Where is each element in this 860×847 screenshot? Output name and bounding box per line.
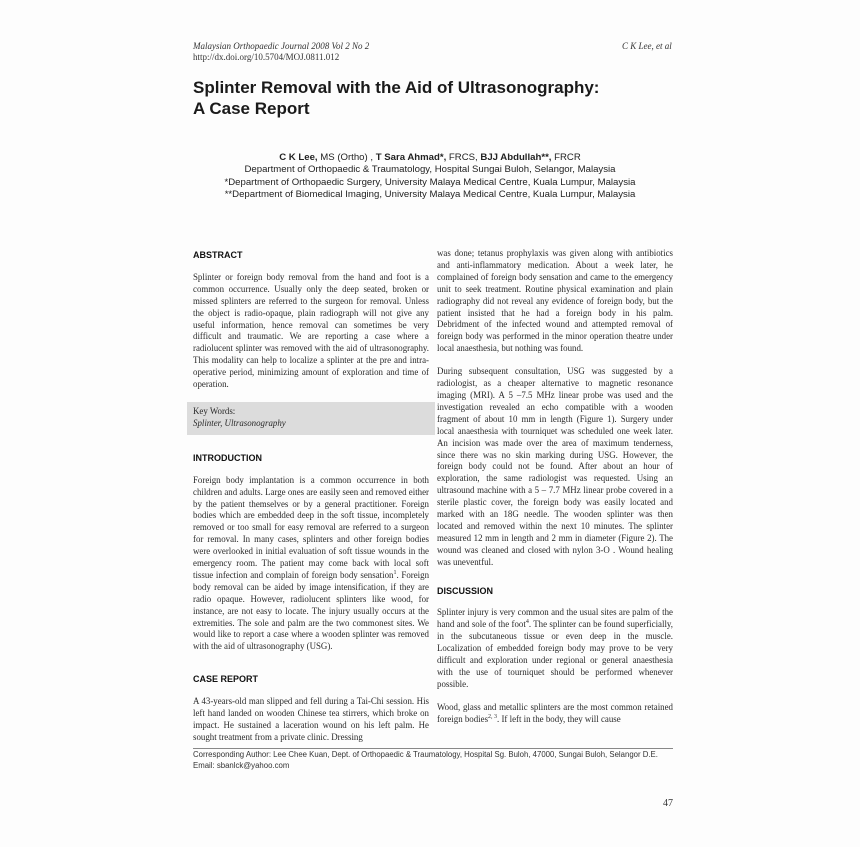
affiliation-2: *Department of Orthopaedic Surgery, University Malaya Medical Centre, Kuala Lumpur, Malaysia [224, 176, 636, 188]
journal-header: Malaysian Orthopaedic Journal 2008 Vol 2 No 2 [193, 41, 370, 51]
author-1-name: C K Lee, [279, 152, 318, 163]
case-report-continued: was done; tetanus prophylaxis was given along with antibiotics and anti-inflammatory medication. About a week later, he complained of foreign body sensation and came to the emergency unit to seek treatment. Routine physical examination and plain radiography did not reveal any evidence of foreign body, but the patient insisted that he had a foreign body in his palm. Debridment of the infected wound and attempted removal of foreign body was performed in the minor operation theatre under local anaesthesia, but nothing was found. [437, 248, 673, 354]
author-2-name: T Sara Ahmad*, [375, 152, 447, 163]
keywords-box [187, 402, 435, 435]
introduction-text [193, 475, 429, 654]
affiliation-1: Department of Orthopaedic & Traumatology, Hospital Sungai Buloh, Selangor, Malaysia [244, 164, 616, 176]
doi-header[interactable]: http://dx.doi.org/10.5704/MOJ.0811.012 [193, 52, 340, 62]
running-author-header: C K Lee, et al [622, 41, 672, 51]
introduction-text-a: Foreign body implantation is a common occurrence in both children and adults. Large ones are easily seen and removed either by the patient themselves or by a general practitioner. Foreign bodies which are embedded deep in the soft tissue, incompletely removed or too small for easy removal are referred to a surgeon for removal. In many cases, splinters and other foreign bodies were overlooked in initial evaluation of soft tissue wounds in the emergency room. The patient may come back with local soft tissue infection and complain of foreign body sensation [193, 474, 429, 580]
discussion-text-2b: . If left in the body, they will cause [497, 713, 621, 724]
footer-email[interactable]: Email: sbanlck@yahoo.com [193, 760, 290, 770]
discussion-text-2a: Wood, glass and metallic splinters are the most common retained foreign bodies [437, 701, 673, 724]
discussion-heading: DISCUSSION [437, 585, 494, 596]
citation-4: 4 [525, 619, 529, 626]
author-3-name: BJJ Abdullah**, [480, 152, 552, 163]
introduction-text-b: . Foreign body removal can be aided by image intensification, if they are radio opaque. However, radiolucent splinters like wood, for instance, are not easy to locate. The injury usually occurs at the extremities. The sole and palm are the two commonest sites. We would like to report a case where a wooden splinter was removed with the aid of ultrasonography (USG). [193, 569, 430, 652]
case-report-text: A 43-years-old man slipped and fell during a Tai-Chi session. His left hand landed on wooden Chinese tea stirrers, which broke on impact. He sustained a laceration wound on his left palm. He sought treatment from a private clinic. Dressing [193, 696, 429, 742]
introduction-heading: INTRODUCTION [193, 452, 262, 463]
keywords-text: Splinter, Ultrasonography [193, 417, 286, 428]
author-1-degree: MS (Ortho) , [317, 152, 376, 163]
abstract-heading: ABSTRACT [193, 250, 243, 260]
discussion-text-2 [437, 702, 673, 726]
abstract-text: Splinter or foreign body removal from the hand and foot is a common occurrence. Usually only the deep seated, broken or missed splinters are referred to the surgeon for removal. Unless the object is radio-opaque, plain radiograph will not give any useful information, hence removal can sometimes be very difficult and traumatic. We are reporting a case where a radiolucent splinter was removed with the aid of ultrasonography. This modality can help to localize a splinter at the pre and intra-operative period, minimizing amount of exploration and time of operation. [193, 271, 429, 390]
citation-1: 1 [393, 569, 397, 576]
author-block [190, 152, 670, 201]
affiliation-3: **Department of Biomedical Imaging, University Malaya Medical Centre, Kuala Lumpur, Malaysia [224, 188, 636, 200]
left-column [193, 250, 429, 755]
corresponding-author-footer [193, 750, 683, 771]
citation-2-3: 2, 3 [488, 713, 498, 720]
footer-divider [193, 748, 673, 749]
keywords-label: Key Words: [193, 405, 236, 416]
discussion-text-1a: Splinter injury is very common and the usual sites are palm of the hand and sole of the foot [437, 607, 673, 630]
title-line-2: A Case Report [193, 99, 310, 118]
title-line-1: Splinter Removal with the Aid of Ultrasonography: [193, 78, 600, 97]
page-number: 47 [663, 798, 673, 809]
case-report-usg: During subsequent consultation, USG was suggested by a radiologist, as a cheaper alternative to magnetic resonance imaging (MRI). A 5 –7.5 MHz linear probe was used and the investigation revealed an echo compatible with a wooden fragment of about 10 mm in length (Figure 1). Surgery under local anaesthesia with tourniquet was scheduled one week later. An incision was made over the area of maximum tenderness, since there was no skin marking during USG. However, the foreign body could not be found. After about an hour of exploration, the same radiologist was requested. Using an ultrasound machine with a 5 – 7.7 MHz linear probe covered in a sterile plastic cover, the foreign body was easily located and marked with an 18G needle. The wooden splinter was then located and removed within the next 10 minutes. The splinter measured 12 mm in length and 2 mm in diameter (Figure 2). The wound was cleaned and closed with nylon 3-O . Wound healing was uneventful. [437, 366, 673, 567]
author-3-degree: FRCR [551, 152, 581, 163]
author-2-degree: FRCS, [446, 152, 481, 163]
right-column [437, 248, 673, 737]
footer-line-1: Corresponding Author: Lee Chee Kuan, Dept. of Orthopaedic & Traumatology, Hospital Sg. Buloh, 47000, Sungai Buloh, Selangor D.E. [193, 750, 658, 759]
paper-title [193, 77, 753, 119]
discussion-text-1b: . The splinter can be found superficially, in the subcutaneous tissue or even deep in the muscle. Localization of embedded foreign body may prove to be very difficult and exploration under regional or general anaesthesia with the use of tourniquet should be performed whenever possible. [437, 619, 673, 689]
author-line [190, 152, 670, 164]
discussion-text-1 [437, 607, 673, 690]
case-report-heading: CASE REPORT [193, 674, 259, 685]
